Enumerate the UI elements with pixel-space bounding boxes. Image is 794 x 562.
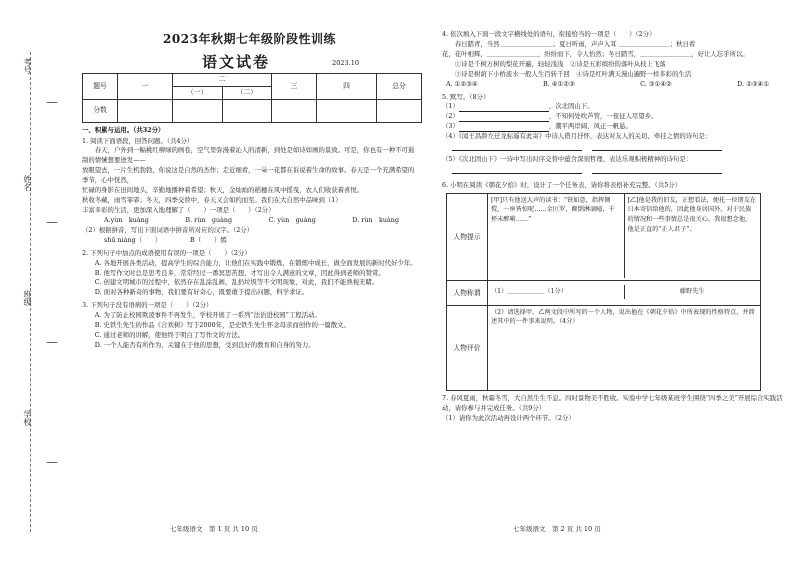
task-head: 人物提示 — [447, 193, 488, 280]
passage-line: 秋收冬藏，雨雪霏霏；冬天，四季交替中，春天又会如约而至。我们在大自然中品味到（1） — [82, 196, 342, 205]
recite-line — [442, 122, 787, 132]
school-label: 学校 — [23, 410, 32, 426]
score-cell[interactable] — [317, 99, 377, 122]
answer-blank[interactable] — [459, 103, 549, 112]
row-label: 题号 — [83, 73, 118, 99]
task-cell — [488, 193, 761, 280]
page-footer: 七年级语文 第 1 页 共 10 页 — [170, 525, 258, 533]
task-text[interactable]: （2）请选择甲、乙两文段中所写的一个人物，说出他在《朝花夕拾》中所表现的性格特点，并简述其中的一件事来说明。（4分） — [488, 305, 761, 390]
col-2: 二 — [173, 73, 272, 86]
recite-line-5: （5）《次北固山下》一诗中写出时序交替中蕴含深刻哲理、表达乐观积极精神的诗句是： — [442, 155, 693, 164]
option-a[interactable]: A. 为了防止校园欺凌事件不再发生，学校开展了一系列“法治进校园”工程活动。 — [94, 311, 321, 320]
score-cell[interactable] — [272, 99, 317, 122]
option-d[interactable]: D. ②③④① — [737, 79, 769, 88]
option-b[interactable]: B. ④①②③ — [543, 79, 575, 88]
score-table — [82, 73, 422, 123]
answer-row — [442, 165, 787, 178]
score-cell[interactable] — [377, 99, 422, 122]
passage-line: 忙碌的身影在田间地头，辛勤地播种着希望；秋天，金灿灿的稻穗在风中摇曳，农人们收获着喜悦。 — [82, 186, 364, 195]
recite-line-4: （4）《闻王昌龄左迁龙标遥有此寄》中诗人借月抒怀，表达对友人的关切、牵挂之情的诗句是： — [442, 132, 712, 141]
question-2: 2. 下列句子中加点的成语使用有误的一项是（ ）（2分） — [82, 248, 251, 257]
option-a[interactable]: A.yùn kuàng — [104, 215, 149, 224]
question-1-options — [82, 216, 417, 226]
answer-blank[interactable] — [452, 142, 582, 151]
question-4: 4. 依次填入下面一段文字横线处的语句，衔接恰当的一项是（ ）（2分） — [442, 30, 656, 38]
question-6: 6. 小明在阅读《朝花夕拾》时，设计了一个任务表，请你将表格补充完整。（共5分） — [442, 180, 682, 189]
task-cell — [488, 280, 761, 305]
task-head: 人物评价 — [447, 305, 488, 390]
option-d[interactable]: D. rùn kuàng — [352, 215, 399, 224]
sub-col-2: （二） — [222, 86, 272, 99]
seal-mark: — — [46, 95, 58, 109]
section-heading: 一、积累与运用。（共32分） — [82, 125, 165, 134]
exam-no-label: 考号 — [23, 58, 32, 74]
question-3: 3. 下列句子没有语病的一项是（ ）（2分） — [82, 301, 213, 310]
task-text: 藤野先生 — [624, 285, 761, 299]
col-total: 总分 — [377, 73, 422, 99]
option-c[interactable]: C. 通过老师的讲解，使他终于明白了写作文的方法。 — [94, 331, 245, 340]
question-1-sub: 丰富多彩的生活，更加深入地理解了（ ）一项是（ ）（2分） — [82, 205, 275, 214]
task-text[interactable]: （1）＿＿＿＿＿＿（1分） — [491, 288, 567, 296]
option-c[interactable]: C. 创建文明城市的过程中，依然存在乱涂乱画，乱扔垃圾等不文明现象，对此，我们不能熟视无睹。 — [94, 278, 379, 287]
question-4-options — [442, 80, 787, 90]
question-1-sub2-items[interactable]: shū niàng（ ） B（ ）嫣 — [104, 235, 227, 244]
page-1-content — [82, 30, 417, 351]
task-text: [甲]只有他送大声的读书：“铁如意，指挥倜傥，一座皆惊呢……金叵罗，颠倒淋漓噫，千杯未醉嗬……” — [491, 196, 615, 224]
score-row-label: 分数 — [83, 99, 118, 122]
option-b[interactable]: B. 他写作文时总是思考良多，常常经过一番冥思苦想，才写出令人满意的文章，因此得到老师的赞赏。 — [94, 268, 385, 277]
question-7-sub: （1）请你为此次活动再设计两个环节。（2分） — [442, 413, 575, 422]
line-tail: ，不知何处吹芦管，一夜征人尽望乡。 — [548, 112, 658, 121]
option-d[interactable]: D. 面对各种新奇的事物，我们要有好奇心，既要敢于提出问题，科学求证。 — [94, 288, 309, 297]
col-3: 三 — [272, 73, 317, 99]
exam-date: 2023.10 — [332, 58, 359, 67]
name-label: 姓名 — [23, 175, 32, 191]
page-2 — [428, 0, 794, 562]
question-1: 1. 阅读下面语段，回答问题。（共4分） — [82, 136, 194, 145]
line-tail: ，潮平两岸阔，风正一帆悬。 — [548, 122, 632, 131]
option-b[interactable]: B. 史铁生先生的作品《合欢树》写于2000年，是史铁生先生怀念母亲而创作的一篇散文。 — [94, 321, 350, 330]
answer-blank[interactable] — [592, 142, 722, 151]
option-d[interactable]: D. 一个人能否有所作为，关键在于他的思想，受到良好的教育和自身的努力。 — [94, 340, 315, 349]
line-no: （2） — [442, 112, 459, 121]
line-tail: ，次北固山下。 — [548, 102, 594, 111]
question-5: 5. 默写。（8分） — [442, 92, 490, 101]
task-head: 人物称谓 — [447, 280, 488, 305]
recite-line — [442, 112, 787, 122]
option-c[interactable]: C. ③①④② — [640, 79, 672, 88]
col-4: 四 — [317, 73, 377, 99]
question-1-sub2: （2）根据拼音，写出下面词语中拼音所对应的汉字。（2分） — [82, 225, 254, 234]
question-7: 7. 春风夏雨，秋霜冬雪，大自然生生不息。四时景物美不胜收。实验中学七年级某班学生围绕“四季之美”开展综合实践活动，请你参与并完成任务。（共9分） — [442, 393, 783, 412]
item-line: ③诗是树荫下小桥流水一般人生百转千回 ④诗是红叶满天漫山遍野一样多彩的生活 — [454, 69, 692, 78]
score-cell[interactable] — [118, 99, 173, 122]
answer-blank[interactable] — [459, 123, 549, 132]
score-cell[interactable] — [173, 99, 223, 122]
exam-title: 2023年秋期七年级阶段性训练 — [163, 32, 336, 46]
answer-blank[interactable] — [459, 113, 549, 122]
score-cell[interactable] — [222, 99, 272, 122]
answer-blank[interactable] — [592, 165, 722, 174]
sub-col-1: （一） — [173, 86, 223, 99]
col-1: 一 — [118, 73, 173, 99]
option-c[interactable]: C. yùn guàng — [268, 215, 316, 224]
passage-line: 花，花叶相辉，＿＿＿＿＿＿＿＿，纷纷而下，令人怡然；冬日踏雪，＿＿＿＿＿＿＿＿，好让人忘乎所以。 — [442, 49, 749, 58]
line-no: （1） — [442, 102, 459, 111]
page-2-content — [442, 30, 787, 424]
option-a[interactable]: A. ①②③④ — [446, 79, 478, 88]
seal-mark: — — [46, 455, 58, 469]
item-line: ①诗是千树万树的梨花开遍，轻轻浅浅 ②诗是五彩缤纷的落叶从枝上飞落 — [454, 59, 666, 68]
seal-mark: — — [46, 335, 58, 349]
seal-mark: — — [46, 215, 58, 229]
answer-blank[interactable] — [452, 165, 582, 174]
recite-line — [442, 102, 787, 112]
passage-line: 春天，户外到一幅桃红柳绿的画卷，空气里弥漫着沁人的清新，到处是如诗如画的景致。可是，你也有一种不可遏制的情愫想要迸发—— — [82, 146, 415, 165]
line-no: （3） — [442, 122, 459, 131]
exam-subtitle: 语文试卷 — [202, 52, 271, 71]
task-text: [乙]他是我的旧友，正想看法，便托一位朋友在日本寄信给他的，因此他身居国外，对于民族的情况和一些事情总是很关心。我很想念他，他是正直的“正人君子”。 — [624, 194, 761, 278]
task-table — [446, 193, 761, 391]
page-footer: 七年级语文 第 2 页 共 10 页 — [513, 525, 601, 533]
answer-row — [442, 142, 787, 155]
passage-line: 春日踏青，当然 ＿＿＿＿＿＿＿＿；夏日听雨，声声入耳 ＿＿＿＿＿＿＿＿；秋日看 — [454, 39, 696, 48]
option-a[interactable]: A. 各地开展各类活动，提高学生的综合能力，让他们在实践中锻炼，在锻炼中成长，做全面发展的新时代好少年。 — [94, 258, 417, 267]
option-b[interactable]: B. rùn guàng — [185, 215, 233, 224]
binding-strip — [0, 0, 62, 562]
class-label: 班级 — [23, 290, 32, 306]
passage-line: 放眼望去，一片生机勃勃，你说这是自然的杰作；走近细看，一朵一花都在诉说着生命的故事。春天是一个充满希望的季节，心中恍然， — [82, 166, 415, 185]
